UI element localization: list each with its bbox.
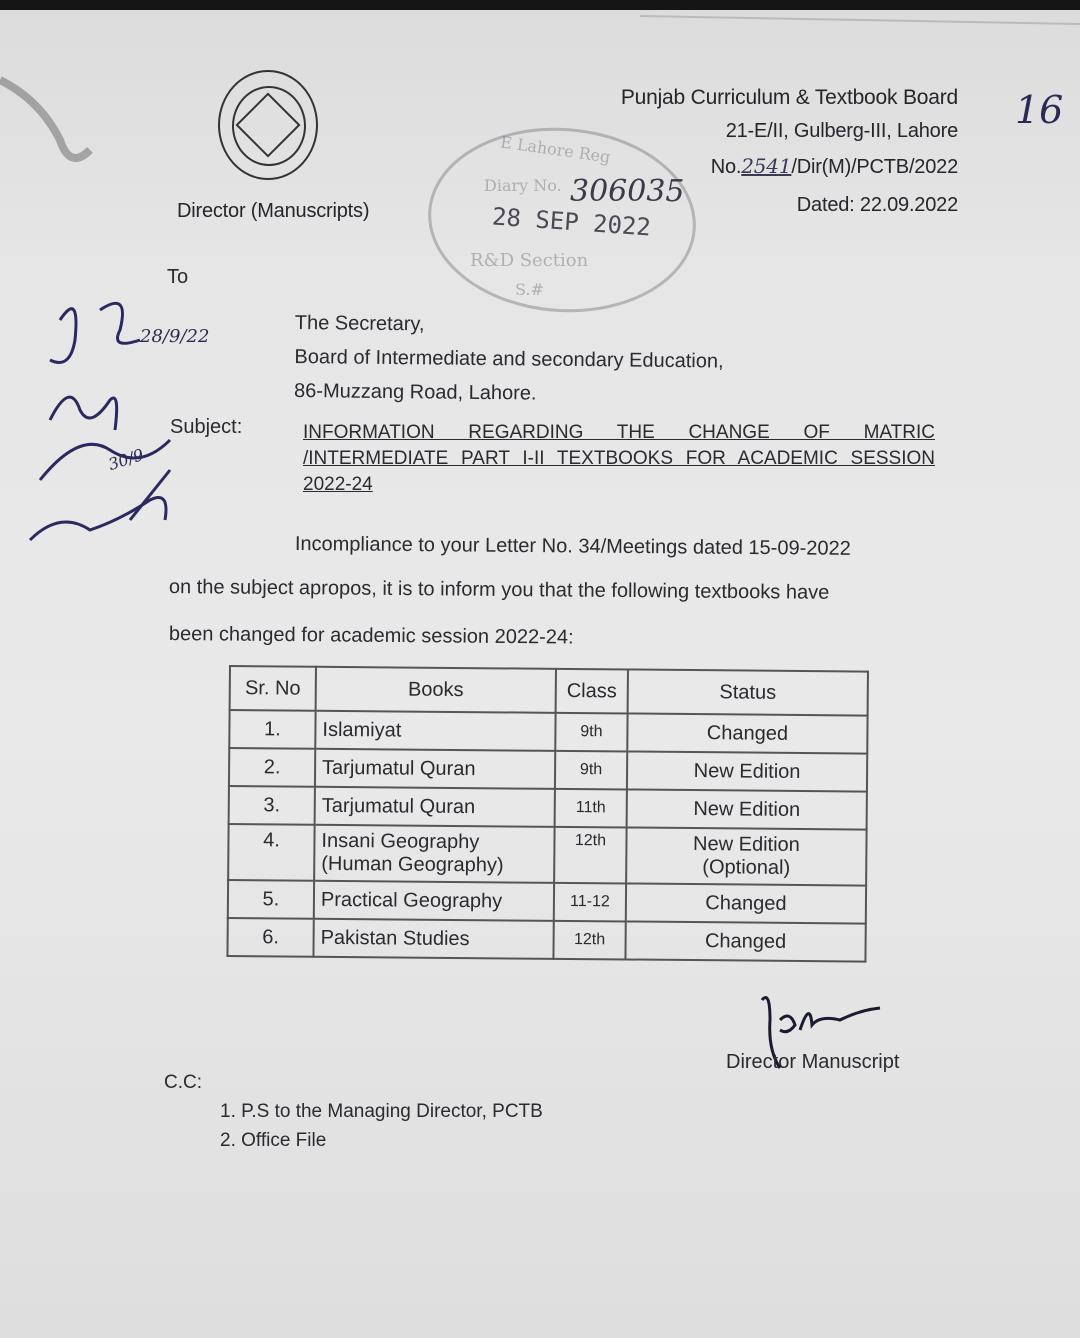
signatory-designation: Director Manuscript bbox=[726, 1051, 900, 1073]
issuer-name: Punjab Curriculum & Textbook Board bbox=[620, 86, 958, 109]
status-cell: New Edition (Optional) bbox=[626, 827, 866, 885]
subject-text: INFORMATION REGARDING THE CHANGE OF MATRIC /INTERMEDIATE PART I-II TEXTBOOKS FOR ACADEMIC SESSION 2022-24 bbox=[303, 422, 935, 495]
book-cell: Pakistan Studies bbox=[313, 919, 553, 959]
class-cell: 9th bbox=[555, 713, 627, 752]
class-cell: 12th bbox=[553, 921, 625, 960]
table-row bbox=[229, 710, 867, 754]
page-number-handwritten: 16 bbox=[1015, 88, 1064, 132]
document-page bbox=[0, 10, 1080, 1338]
table-row bbox=[229, 786, 867, 830]
handwritten-date-2: 30/9 bbox=[105, 444, 146, 475]
sr-no-cell: 3. bbox=[229, 786, 315, 825]
book-cell: Tarjumatul Quran bbox=[315, 749, 555, 789]
table-row bbox=[228, 824, 866, 886]
status-cell: New Edition bbox=[627, 789, 867, 829]
recipient-organization: Board of Intermediate and secondary Education, bbox=[294, 345, 724, 373]
book-cell: Tarjumatul Quran bbox=[315, 787, 555, 827]
stamp-bottom: S.# bbox=[515, 280, 544, 299]
cc-item: 1. P.S to the Managing Director, PCTB bbox=[220, 1101, 543, 1122]
sender-designation: Director (Manuscripts) bbox=[177, 200, 370, 222]
class-cell: 11th bbox=[555, 789, 627, 828]
body-paragraph-line-1: Incompliance to your Letter No. 34/Meetings dated 15-09-2022 bbox=[294, 533, 851, 560]
stamp-top-text: E Lahore Reg bbox=[499, 132, 612, 167]
stamp-section: R&D Section bbox=[470, 250, 589, 271]
book-cell: Practical Geography bbox=[314, 881, 554, 921]
status-cell: Changed bbox=[626, 883, 866, 923]
stamp-diary-number: 306035 bbox=[570, 174, 685, 209]
stamp-diary-label: Diary No. bbox=[484, 176, 562, 195]
class-cell: 12th bbox=[554, 827, 626, 884]
sr-no-cell: 6. bbox=[227, 918, 313, 957]
book-cell: Insani Geography (Human Geography) bbox=[314, 825, 554, 883]
stamp-date: 28 SEP 2022 bbox=[491, 202, 652, 242]
table-row bbox=[227, 918, 865, 962]
sr-no-cell: 4. bbox=[228, 824, 314, 881]
recipient-title: The Secretary, bbox=[294, 311, 425, 336]
sr-no-cell: 1. bbox=[229, 710, 315, 749]
column-header-sr-no: Sr. No bbox=[230, 666, 316, 711]
class-cell: 11-12 bbox=[554, 883, 626, 922]
class-cell: 9th bbox=[555, 751, 627, 790]
column-header-status: Status bbox=[628, 669, 868, 715]
sr-no-cell: 5. bbox=[228, 880, 314, 919]
dated-line: Dated: 22.09.2022 bbox=[796, 194, 958, 216]
cc-item: 2. Office File bbox=[220, 1130, 327, 1151]
board-seal-logo bbox=[218, 70, 318, 180]
textbooks-table bbox=[226, 665, 869, 963]
subject-label: Subject: bbox=[170, 416, 243, 438]
to-label: To bbox=[167, 266, 189, 288]
column-header-class: Class bbox=[556, 669, 628, 714]
table-row bbox=[228, 880, 866, 924]
status-cell: Changed bbox=[627, 713, 867, 753]
table-header-row bbox=[230, 666, 868, 716]
cc-label: C.C: bbox=[164, 1072, 202, 1093]
reference-number: No.2541/Dir(M)/PCTB/2022 bbox=[710, 154, 958, 178]
recipient-address: 86-Muzzang Road, Lahore. bbox=[293, 379, 537, 405]
body-paragraph-line-2: on the subject apropos, it is to inform you that the following textbooks have bbox=[168, 576, 830, 604]
status-cell: New Edition bbox=[627, 751, 867, 791]
sr-no-cell: 2. bbox=[229, 748, 315, 787]
column-header-books: Books bbox=[316, 667, 556, 713]
recipient-block bbox=[294, 306, 724, 412]
issuer-address: 21-E/II, Gulberg-III, Lahore bbox=[725, 120, 958, 142]
status-cell: Changed bbox=[625, 921, 865, 961]
handwritten-date-1: 28/9/22 bbox=[140, 326, 210, 347]
book-cell: Islamiyat bbox=[315, 711, 555, 751]
body-paragraph-line-3: been changed for academic session 2022-24: bbox=[168, 623, 574, 649]
table-row bbox=[229, 748, 867, 792]
